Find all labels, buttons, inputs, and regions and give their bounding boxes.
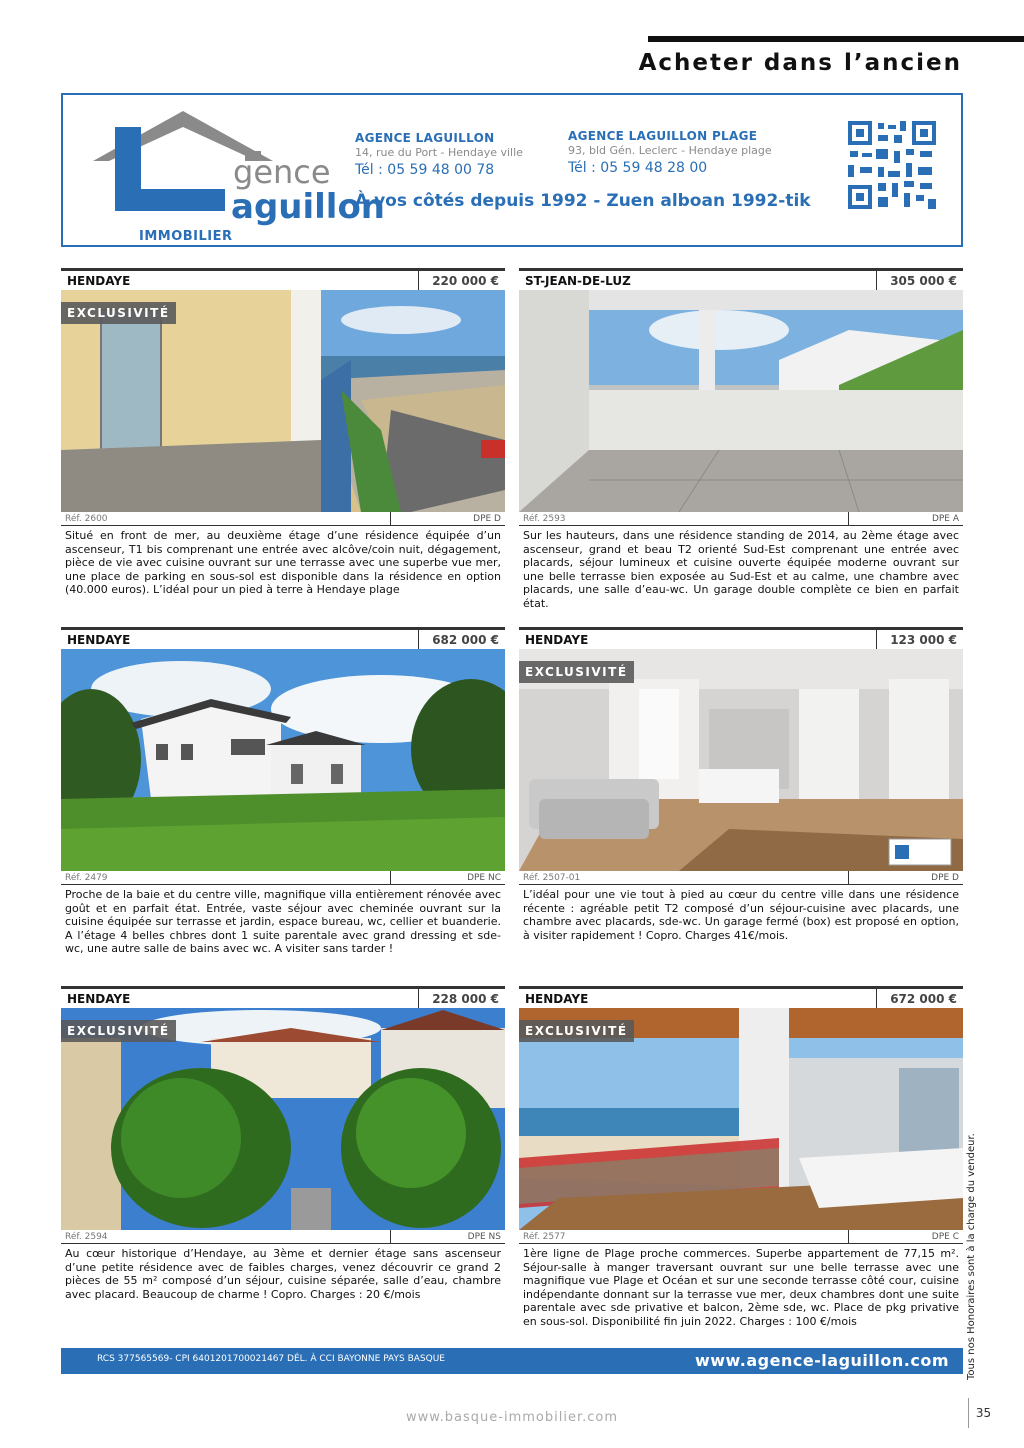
agency-banner <box>61 93 963 247</box>
listing-price: 682 000 € <box>418 630 505 649</box>
listing-2[interactable] <box>519 268 963 610</box>
agency-ville-address: 14, rue du Port - Hendaye ville <box>355 146 523 159</box>
listing-description: Sur les hauteurs, dans une résidence standing de 2014, au 2ème étage avec ascenseur, grand et beau T2 orienté Sud-Est comprenant une entrée avec placards, séjour lumineux et cuisine ouverte équipée moderne ouvrant sur une belle terrasse bien exposée au Sud-Est et au calme, une chambre avec placards, une salle d’eau-wc. Un garage double complète ce bien en parfait état. <box>523 529 959 610</box>
agency-plage-tel[interactable]: Tél : 05 59 48 28 00 <box>568 160 708 176</box>
exclusivity-badge: EXCLUSIVITÉ <box>519 661 634 683</box>
agency-plage-name: AGENCE LAGUILLON PLAGE <box>568 129 758 143</box>
agency-plage-address: 93, bld Gén. Leclerc - Hendaye plage <box>568 144 772 157</box>
listing-photo[interactable] <box>519 649 963 871</box>
listing-city: HENDAYE <box>67 992 131 1006</box>
agency-plage <box>568 129 772 176</box>
listing-header <box>61 268 505 290</box>
listing-ref: Réf. 2479 <box>65 873 108 883</box>
exclusivity-badge: EXCLUSIVITÉ <box>519 1020 634 1042</box>
slogan: À vos côtés depuis 1992 - Zuen alboan 1992-tik <box>355 191 811 211</box>
listing-photo[interactable] <box>519 1008 963 1230</box>
listing-ref-line <box>61 512 505 526</box>
exclusivity-badge: EXCLUSIVITÉ <box>61 1020 176 1042</box>
listing-5[interactable] <box>61 986 505 1301</box>
listing-description: L’idéal pour une vie tout à pied au cœur du centre ville dans une résidence récente : agréable petit T2 composé d’un séjour-cuisine avec placards, une chambre avec placards, sde-wc. Un garage fermé (box) est proposé en option, à visiter rapidement ! Copro. Charges 41€/mois. <box>523 888 959 942</box>
page-number: 35 <box>968 1398 998 1428</box>
listing-city: ST-JEAN-DE-LUZ <box>525 274 631 288</box>
listing-dpe: DPE D <box>390 512 505 525</box>
agency-logo <box>93 109 386 244</box>
agency-ville <box>355 131 523 178</box>
listing-ref-line <box>61 1230 505 1244</box>
listing-dpe: DPE A <box>848 512 963 525</box>
listing-header <box>61 986 505 1008</box>
listing-description: Au cœur historique d’Hendaye, au 3ème et dernier étage sans ascenseur d’une petite résidence avec de faibles charges, venez découvrir ce grand 2 pièces de 55 m² composé d’un séjour, cuisine séparée, salle d’eau, chambre avec placard. Beaucoup de charme ! Copro. Charges : 20 €/mois <box>65 1247 501 1301</box>
listing-dpe: DPE D <box>848 871 963 884</box>
listing-price: 123 000 € <box>876 630 963 649</box>
listing-description: Proche de la baie et du centre ville, magnifique villa entièrement rénovée avec goût et en parfait état. Entrée, vaste séjour avec cheminée ouvrant sur la cuisine équipée sur terrasse et jardin, espace bureau, wc, cellier et buanderie. A l’étage 4 belles chbres dont 1 suite parentale avec grand dressing et sde-wc, une autre salle de bains avec wc. A visiter sans tarder ! <box>65 888 501 955</box>
terrace-photo <box>519 290 963 512</box>
listing-city: HENDAYE <box>525 992 589 1006</box>
qr-code-icon[interactable] <box>848 121 936 209</box>
listing-dpe: DPE C <box>848 1230 963 1243</box>
listing-description: 1ère ligne de Plage proche commerces. Superbe appartement de 77,15 m². Séjour-salle à manger traversant ouvrant sur une belle terrasse avec une magnifique vue Plage et Océan et sur une seconde terrasse côté cour, cuisine indépendante donnant sur la terrasse vue mer, deux chambres dont une suite parentale avec sde privative et balcon, 2ème sde, wc. Place de pkg privative en sous-sol. Disponibilité fin juin 2022. Charges : 100 €/mois <box>523 1247 959 1328</box>
listing-price: 672 000 € <box>876 989 963 1008</box>
footer-rcs: RCS 377565569- CPI 6401201700021467 DÉL. À CCI BAYONNE PAYS BASQUE <box>97 1354 445 1364</box>
listing-photo[interactable] <box>519 290 963 512</box>
listing-city: HENDAYE <box>525 633 589 647</box>
listing-ref: Réf. 2507-01 <box>523 873 581 883</box>
listing-dpe: DPE NS <box>390 1230 505 1243</box>
listing-6[interactable] <box>519 986 963 1328</box>
listing-ref: Réf. 2594 <box>65 1232 108 1242</box>
logo-aguillon: aguillon <box>231 187 386 227</box>
listing-3[interactable] <box>61 627 505 956</box>
listing-ref-line <box>61 871 505 885</box>
agency-ville-name: AGENCE LAGUILLON <box>355 131 495 145</box>
fees-note: Tous nos Honoraires sont à la charge du vendeur. <box>966 1133 977 1380</box>
listing-header <box>519 986 963 1008</box>
page-url[interactable]: www.basque-immobilier.com <box>405 1410 619 1425</box>
footer-bar <box>61 1348 963 1374</box>
listing-photo[interactable] <box>61 1008 505 1230</box>
listing-header <box>519 627 963 649</box>
listing-ref-line <box>519 871 963 885</box>
section-title: Acheter dans l’ancien <box>638 50 962 76</box>
villa-garden-photo <box>61 649 505 871</box>
exclusivity-badge: EXCLUSIVITÉ <box>61 302 176 324</box>
listing-city: HENDAYE <box>67 274 131 288</box>
listing-price: 228 000 € <box>418 989 505 1008</box>
listing-header <box>61 627 505 649</box>
listing-4[interactable] <box>519 627 963 942</box>
agency-ville-tel[interactable]: Tél : 05 59 48 00 78 <box>355 162 495 178</box>
listing-header <box>519 268 963 290</box>
listing-photo[interactable] <box>61 649 505 871</box>
listing-1[interactable] <box>61 268 505 597</box>
footer-website-link[interactable]: www.agence-laguillon.com <box>694 1351 949 1370</box>
listing-price: 305 000 € <box>876 271 963 290</box>
listing-price: 220 000 € <box>418 271 505 290</box>
logo-immobilier: IMMOBILIER <box>139 229 233 244</box>
listing-photo[interactable] <box>61 290 505 512</box>
listing-description: Situé en front de mer, au deuxième étage d’une résidence équipée d’un ascenseur, T1 bis comprenant une entrée avec alcôve/coin nuit, dégagement, pièce de vie avec cuisine ouvrant sur une terrasse avec une superbe vue mer, une place de parking en sous-sol est disponible dans la résidence en option (40.000 euros). L’idéal pour un pied à terre à Hendaye plage <box>65 529 501 596</box>
listing-ref: Réf. 2577 <box>523 1232 566 1242</box>
listing-city: HENDAYE <box>67 633 131 647</box>
listing-ref: Réf. 2600 <box>65 514 108 524</box>
listing-dpe: DPE NC <box>390 871 505 884</box>
logo-gence: gence <box>233 153 331 191</box>
listing-ref: Réf. 2593 <box>523 514 566 524</box>
top-rule <box>648 36 1024 42</box>
listing-ref-line <box>519 512 963 526</box>
listing-ref-line <box>519 1230 963 1244</box>
